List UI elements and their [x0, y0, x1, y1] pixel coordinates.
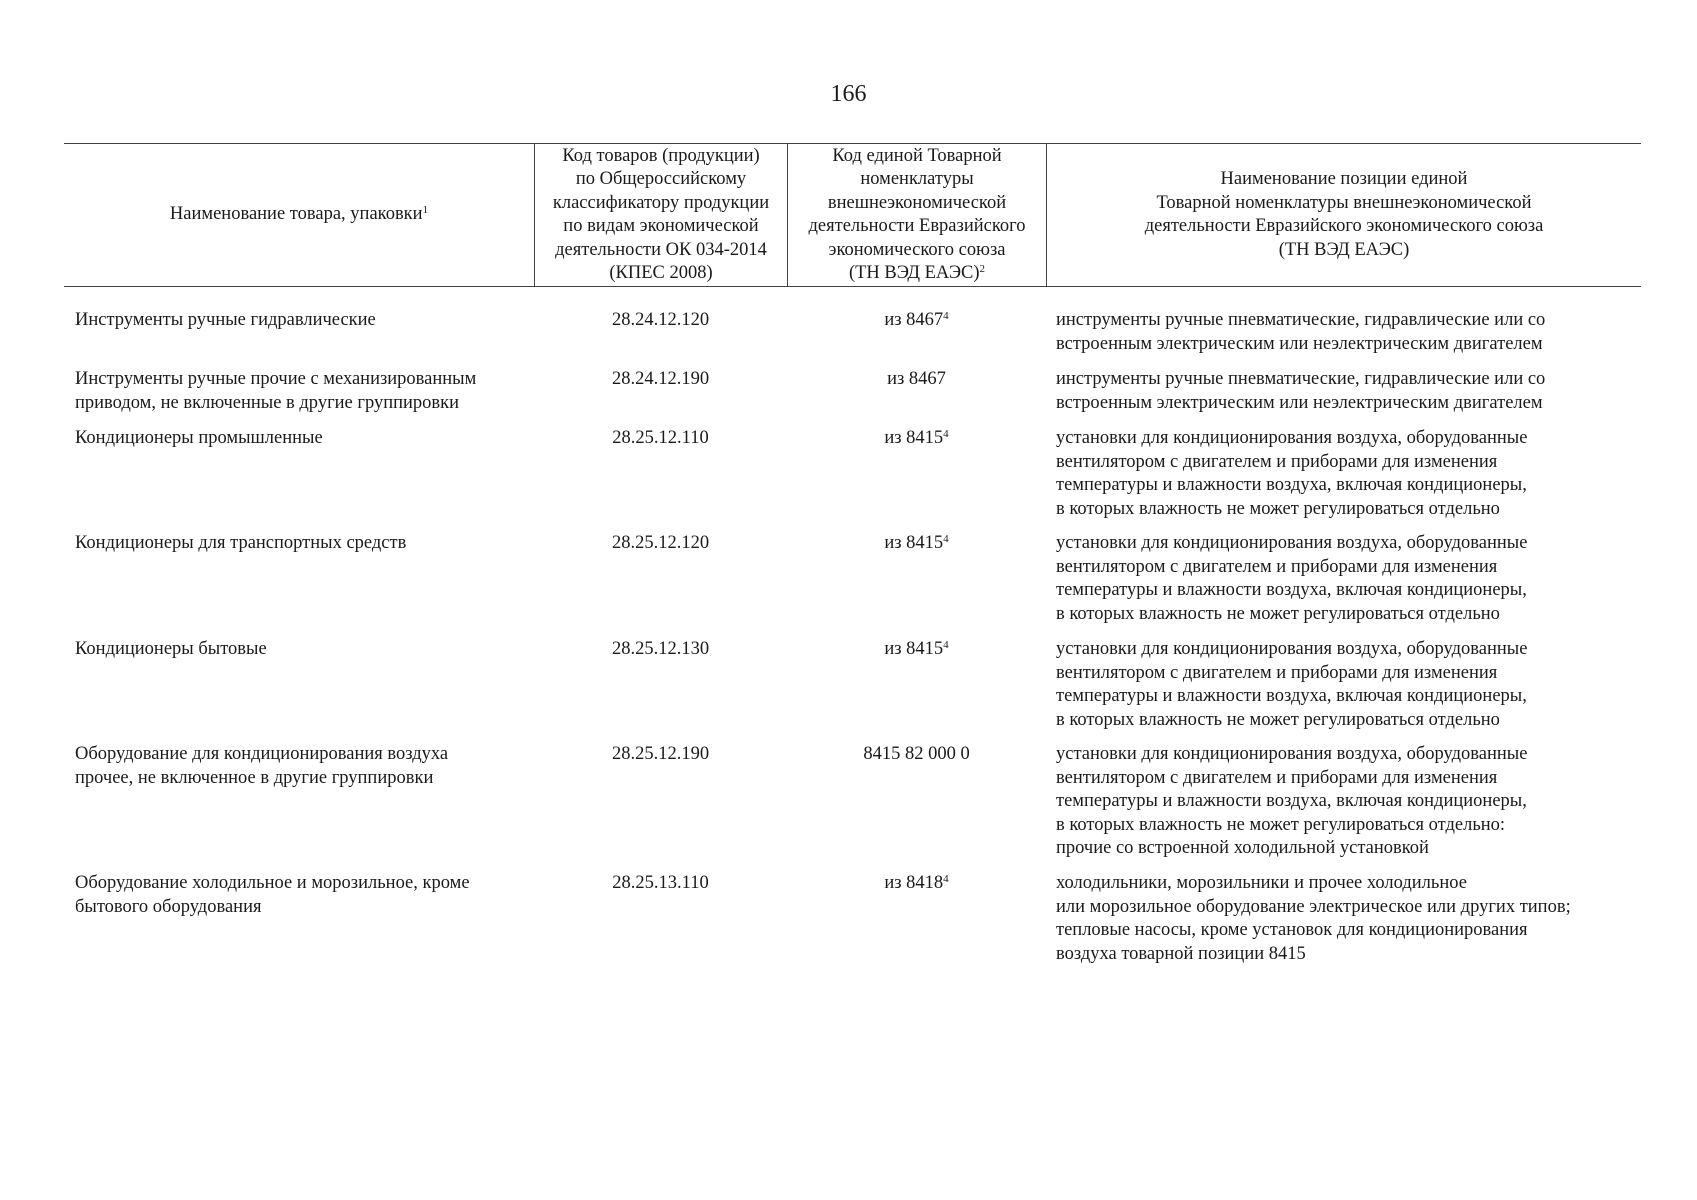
- row-product-name: Кондиционеры бытовые: [75, 639, 267, 659]
- row-product-name: Оборудование для кондиционирования воздуха прочее, не включенное в другие группировки: [75, 744, 449, 788]
- row-tnved-description: холодильники, морозильники и прочее холодильное или морозильное оборудование электрическое или других типов; тепловые насосы, кроме установок для кондиционирования воздуха товарной позиции 8415: [1056, 873, 1571, 964]
- row-tnved-code-text: из 8418: [884, 873, 944, 893]
- row-tnved-code-text: из 8415: [884, 639, 944, 659]
- footnote-ref: 4: [943, 638, 949, 651]
- header-tnved-position-text: Наименование позиции единой Товарной номенклатуры внешнеэкономической деятельности Евразийского экономического союза (ТН ВЭД ЕАЭС): [1144, 169, 1544, 260]
- row-okpd-code: 28.25.12.190: [611, 744, 710, 764]
- row-okpd-code: 28.25.12.130: [611, 639, 710, 659]
- row-tnved-description: установки для кондиционирования воздуха, оборудованные вентилятором с двигателем и приборами для изменения температуры и влажности воздуха, включая кондиционеры, в которых влажность не может регулироваться отдельно: [1056, 428, 1528, 519]
- row-tnved-code-text: из 8467: [887, 369, 946, 389]
- row-tnved-code: [787, 532, 1046, 556]
- row-tnved-code-text: 8415 82 000 0: [863, 744, 970, 764]
- header-product-name: [64, 144, 534, 286]
- footnote-ref: 4: [943, 872, 949, 885]
- row-tnved-code: [787, 368, 1046, 392]
- row-tnved-description: инструменты ручные пневматические, гидравлические или со встроенным электрическим или неэлектрическим двигателем: [1056, 310, 1546, 354]
- footnote-ref: 4: [943, 309, 949, 322]
- row-product-name: Инструменты ручные гидравлические: [75, 310, 376, 330]
- header-okpd-code: [534, 144, 787, 286]
- row-tnved-code: [787, 743, 1046, 767]
- table-header: [64, 143, 1641, 287]
- row-product-name: Оборудование холодильное и морозильное, кроме бытового оборудования: [75, 873, 470, 917]
- row-tnved-code: [787, 872, 1046, 896]
- row-tnved-description: инструменты ручные пневматические, гидравлические или со встроенным электрическим или неэлектрическим двигателем: [1056, 369, 1546, 413]
- row-product-name: Инструменты ручные прочие с механизированным приводом, не включенные в другие группировки: [75, 369, 477, 413]
- row-okpd-code: 28.25.12.110: [612, 428, 709, 448]
- row-tnved-description: установки для кондиционирования воздуха, оборудованные вентилятором с двигателем и приборами для изменения температуры и влажности воздуха, включая кондиционеры, в которых влажность не может регулироваться отдельно: [1056, 533, 1528, 624]
- row-tnved-description: установки для кондиционирования воздуха, оборудованные вентилятором с двигателем и приборами для изменения температуры и влажности воздуха, включая кондиционеры, в которых влажность не может регулироваться отдельно: прочие со встроенной холодильной установкой: [1056, 744, 1528, 858]
- row-product-name: Кондиционеры для транспортных средств: [75, 533, 407, 553]
- row-tnved-description: установки для кондиционирования воздуха, оборудованные вентилятором с двигателем и приборами для изменения температуры и влажности воздуха, включая кондиционеры, в которых влажность не может регулироваться отдельно: [1056, 639, 1528, 730]
- row-tnved-code-text: из 8415: [884, 533, 944, 553]
- row-product-name: Кондиционеры промышленные: [75, 428, 323, 448]
- header-tnved-position: [1046, 144, 1641, 286]
- footnote-ref: 2: [979, 262, 986, 275]
- footnote-ref: 1: [422, 204, 429, 217]
- row-tnved-code: [787, 638, 1046, 662]
- row-tnved-code: [787, 309, 1046, 333]
- row-okpd-code: 28.24.12.190: [611, 369, 710, 389]
- page-number: 166: [830, 81, 867, 107]
- header-tnved-code: [787, 144, 1046, 286]
- header-tnved-code-text: Код единой Товарной номенклатуры внешнеэкономической деятельности Евразийского экономического союза (ТН ВЭД ЕАЭС): [808, 145, 1026, 283]
- row-okpd-code: 28.25.12.120: [611, 533, 710, 553]
- row-tnved-code-text: из 8467: [884, 310, 944, 330]
- row-tnved-code: [787, 427, 1046, 451]
- header-product-name-text: Наименование товара, упаковки: [169, 204, 423, 225]
- header-okpd-code-text: Код товаров (продукции) по Общероссийскому классификатору продукции по видам экономической деятельности ОК 034-2014 (КПЕС 2008): [552, 145, 770, 283]
- row-tnved-code-text: из 8415: [884, 428, 944, 448]
- footnote-ref: 4: [943, 532, 949, 545]
- footnote-ref: 4: [943, 427, 949, 440]
- row-okpd-code: 28.24.12.120: [611, 310, 710, 330]
- row-okpd-code: 28.25.13.110: [612, 873, 709, 893]
